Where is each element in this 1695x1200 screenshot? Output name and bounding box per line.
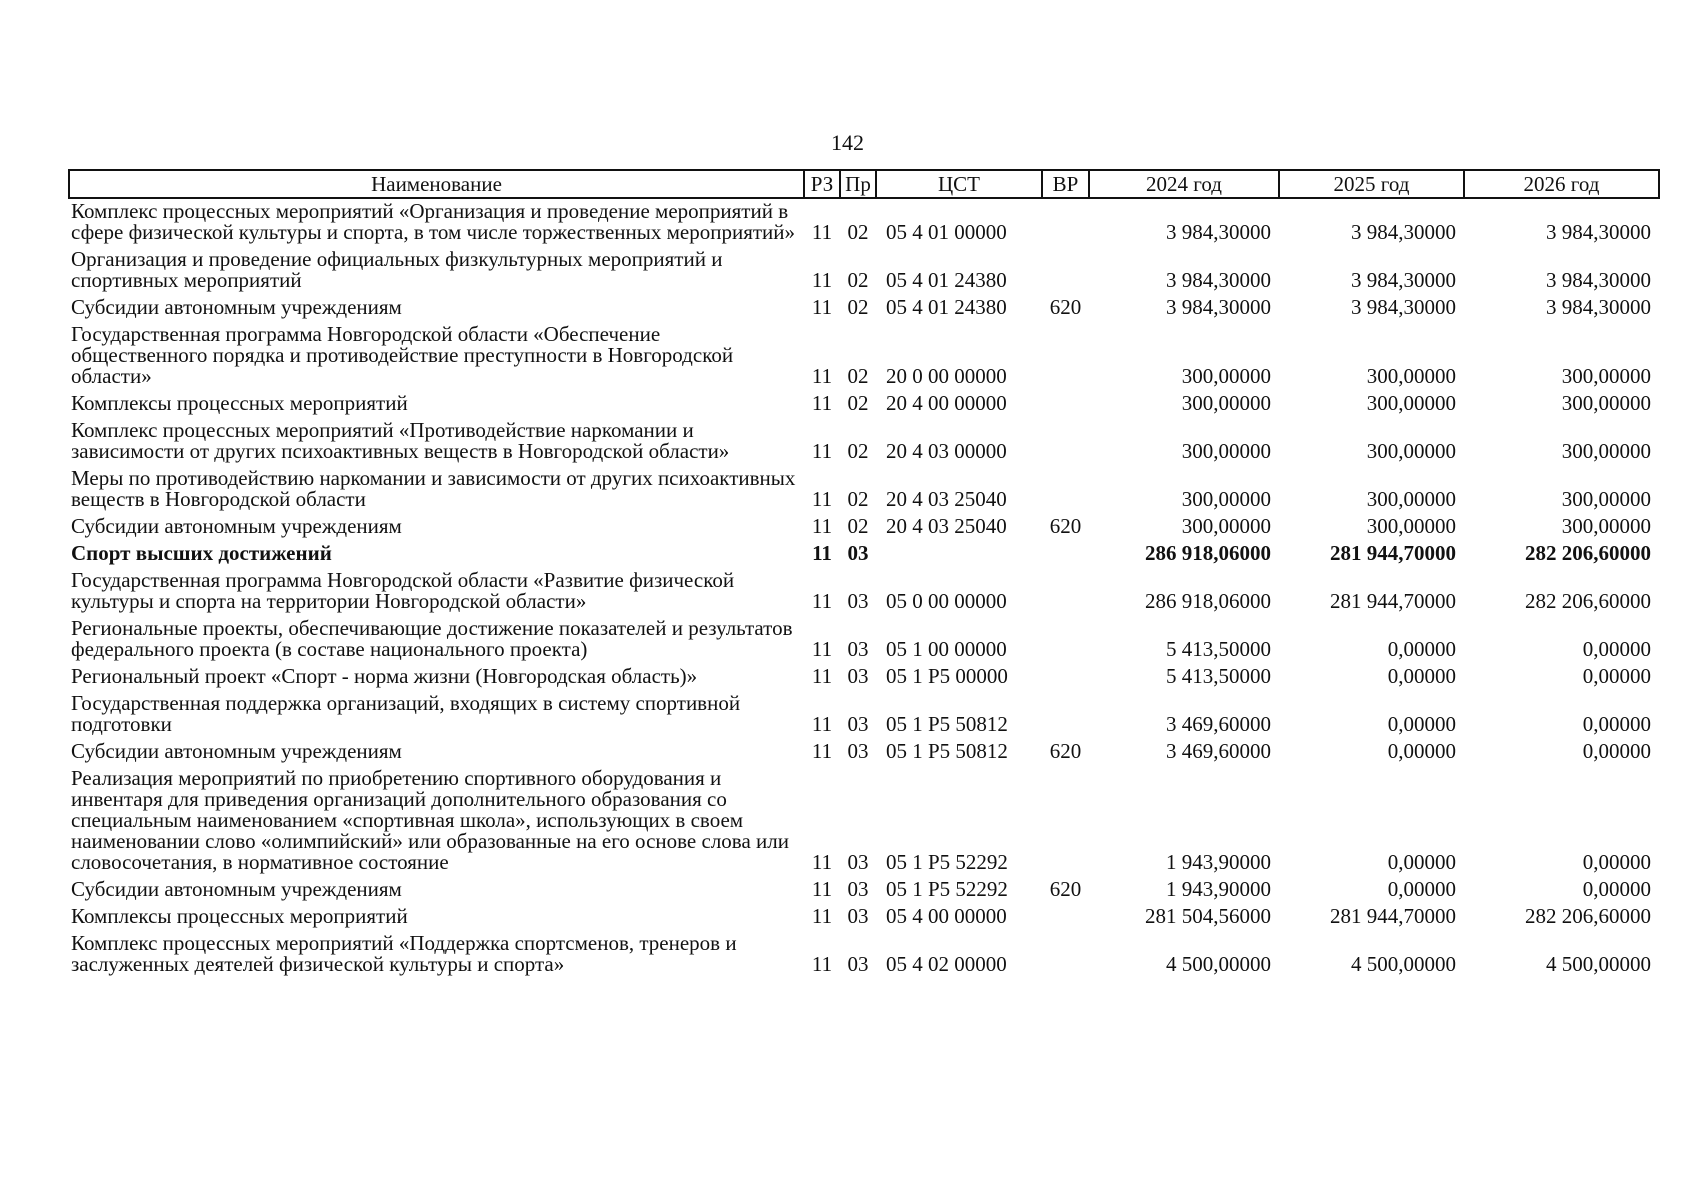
row-rz: 11	[811, 589, 833, 613]
row-cst: 20 4 00 00000	[886, 391, 1007, 415]
row-vr	[1042, 616, 1089, 664]
row-rz: 11	[811, 439, 833, 463]
row-value-2025: 281 944,70000	[1330, 541, 1456, 565]
header-pr: Пр	[840, 170, 876, 198]
row-value-2026: 282 206,60000	[1525, 541, 1651, 565]
row-vr	[1042, 904, 1089, 931]
row-pr: 02	[847, 439, 869, 463]
row-rz: 11	[811, 220, 833, 244]
row-value-2026: 0,00000	[1582, 637, 1651, 661]
row-value-2024: 3 984,30000	[1166, 268, 1271, 292]
table-row	[69, 904, 1659, 931]
row-rz: 11	[811, 391, 833, 415]
row-cst: 05 1 00 00000	[886, 637, 1007, 661]
row-value-2024: 281 504,56000	[1145, 904, 1271, 928]
row-value-2024: 300,00000	[1181, 487, 1271, 511]
table-row	[69, 739, 1659, 766]
row-rz: 11	[811, 487, 833, 511]
row-cst: 05 4 01 00000	[886, 220, 1007, 244]
row-value-2025: 0,00000	[1387, 637, 1456, 661]
row-pr: 02	[847, 487, 869, 511]
table-row	[69, 295, 1659, 322]
row-value-2026: 0,00000	[1582, 877, 1651, 901]
row-rz: 11	[811, 739, 833, 763]
row-cst: 20 4 03 25040	[886, 487, 1007, 511]
row-value-2026: 300,00000	[1561, 514, 1651, 538]
row-value-2026: 300,00000	[1561, 487, 1651, 511]
row-value-2025: 0,00000	[1387, 739, 1456, 763]
row-name: Субсидии автономным учреждениям	[71, 295, 402, 319]
row-pr: 03	[847, 952, 869, 976]
row-pr: 02	[847, 364, 869, 388]
row-value-2024: 5 413,50000	[1166, 664, 1271, 688]
row-rz: 11	[811, 850, 833, 874]
table-row	[69, 514, 1659, 541]
row-vr	[1042, 391, 1089, 418]
row-value-2025: 0,00000	[1387, 850, 1456, 874]
row-cst: 20 4 03 25040	[886, 514, 1007, 538]
header-2024: 2024 год	[1089, 170, 1279, 198]
row-vr	[1042, 568, 1089, 616]
row-rz: 11	[811, 514, 833, 538]
table-row	[69, 766, 1659, 877]
row-value-2026: 0,00000	[1582, 850, 1651, 874]
row-name: Субсидии автономным учреждениям	[71, 514, 402, 538]
row-name: Комплекс процессных мероприятий «Организация и проведение мероприятий в сфере физической культуры и спорта, в том числе торжественных мероприятий»	[71, 199, 796, 244]
row-value-2026: 3 984,30000	[1546, 295, 1651, 319]
row-rz: 11	[811, 952, 833, 976]
row-pr: 03	[847, 739, 869, 763]
row-vr	[1042, 766, 1089, 877]
row-value-2026: 3 984,30000	[1546, 268, 1651, 292]
row-value-2024: 3 469,60000	[1166, 739, 1271, 763]
header-name: Наименование	[69, 170, 804, 198]
row-value-2025: 0,00000	[1387, 664, 1456, 688]
row-vr	[1042, 322, 1089, 391]
row-name: Государственная поддержка организаций, входящих в систему спортивной подготовки	[71, 691, 741, 736]
row-value-2026: 0,00000	[1582, 664, 1651, 688]
row-value-2025: 3 984,30000	[1351, 295, 1456, 319]
row-pr: 02	[847, 514, 869, 538]
row-vr	[1042, 418, 1089, 466]
row-value-2024: 300,00000	[1181, 439, 1271, 463]
row-name: Меры по противодействию наркомании и зависимости от других психоактивных веществ в Новгородской области	[71, 466, 796, 511]
row-value-2025: 0,00000	[1387, 712, 1456, 736]
row-name: Комплекс процессных мероприятий «Противодействие наркомании и зависимости от других психоактивных веществ в Новгородской области»	[71, 418, 730, 463]
row-name: Региональные проекты, обеспечивающие достижение показателей и результатов федерального проекта (в составе национального проекта)	[71, 616, 793, 661]
row-value-2026: 0,00000	[1582, 739, 1651, 763]
row-rz: 11	[812, 541, 832, 565]
row-vr	[1042, 198, 1089, 247]
row-cst	[876, 541, 1042, 568]
row-cst: 05 4 01 24380	[886, 295, 1007, 319]
row-value-2024: 1 943,90000	[1166, 850, 1271, 874]
table-row	[69, 198, 1659, 247]
row-value-2026: 300,00000	[1561, 364, 1651, 388]
row-value-2024: 300,00000	[1181, 391, 1271, 415]
header-vr: ВР	[1042, 170, 1089, 198]
row-value-2025: 3 984,30000	[1351, 220, 1456, 244]
row-value-2025: 300,00000	[1366, 364, 1456, 388]
row-value-2025: 300,00000	[1366, 439, 1456, 463]
row-vr	[1042, 931, 1089, 979]
row-vr	[1042, 247, 1089, 295]
table-row	[69, 391, 1659, 418]
row-rz: 11	[811, 364, 833, 388]
row-value-2024: 286 918,06000	[1145, 541, 1271, 565]
table-row	[69, 541, 1659, 568]
table-row	[69, 877, 1659, 904]
row-value-2025: 300,00000	[1366, 514, 1456, 538]
row-value-2024: 1 943,90000	[1166, 877, 1271, 901]
row-pr: 03	[847, 850, 869, 874]
row-value-2026: 282 206,60000	[1525, 904, 1651, 928]
budget-table	[68, 169, 1660, 979]
header-rz: РЗ	[804, 170, 840, 198]
header-2026: 2026 год	[1464, 170, 1659, 198]
row-value-2025: 281 944,70000	[1330, 904, 1456, 928]
table-row	[69, 691, 1659, 739]
row-value-2025: 4 500,00000	[1351, 952, 1456, 976]
row-cst: 05 4 02 00000	[886, 952, 1007, 976]
row-name: Комплексы процессных мероприятий	[71, 904, 408, 928]
row-vr: 620	[1049, 514, 1082, 538]
page-number: 142	[831, 130, 864, 155]
row-value-2024: 3 984,30000	[1166, 220, 1271, 244]
row-cst: 05 1 P5 50812	[886, 712, 1008, 736]
table-row	[69, 568, 1659, 616]
row-vr: 620	[1049, 295, 1082, 319]
row-name: Реализация мероприятий по приобретению спортивного оборудования и инвентаря для приведения организаций дополнительного образования со специальным наименованием «спортивная школа», использующих в своем наименовании слово «олимпийский» или образованные на его основе слова или словосочетания, в нормативное состояние	[71, 766, 789, 874]
row-value-2024: 3 469,60000	[1166, 712, 1271, 736]
row-name: Комплексы процессных мероприятий	[71, 391, 408, 415]
row-name: Государственная программа Новгородской области «Обеспечение общественного порядка и противодействие преступности в Новгородской области»	[71, 322, 734, 388]
row-vr	[1042, 541, 1089, 568]
row-pr: 02	[847, 295, 869, 319]
row-value-2025: 0,00000	[1387, 877, 1456, 901]
row-name: Спорт высших достижений	[71, 541, 332, 565]
table-row	[69, 616, 1659, 664]
table-row	[69, 322, 1659, 391]
row-vr	[1042, 691, 1089, 739]
row-rz: 11	[811, 877, 833, 901]
row-value-2024: 3 984,30000	[1166, 295, 1271, 319]
table-row	[69, 931, 1659, 979]
row-cst: 20 4 03 00000	[886, 439, 1007, 463]
row-vr: 620	[1049, 877, 1082, 901]
row-vr: 620	[1049, 739, 1082, 763]
row-value-2024: 4 500,00000	[1166, 952, 1271, 976]
row-pr: 03	[847, 589, 869, 613]
header-cst: ЦСТ	[876, 170, 1042, 198]
row-value-2025: 300,00000	[1366, 391, 1456, 415]
row-value-2024: 286 918,06000	[1145, 589, 1271, 613]
row-rz: 11	[811, 295, 833, 319]
row-value-2026: 4 500,00000	[1546, 952, 1651, 976]
row-value-2026: 300,00000	[1561, 391, 1651, 415]
row-value-2026: 0,00000	[1582, 712, 1651, 736]
row-value-2026: 282 206,60000	[1525, 589, 1651, 613]
table-row	[69, 247, 1659, 295]
row-cst: 05 4 01 24380	[886, 268, 1007, 292]
row-cst: 20 0 00 00000	[886, 364, 1007, 388]
row-rz: 11	[811, 268, 833, 292]
row-vr	[1042, 664, 1089, 691]
row-name: Субсидии автономным учреждениям	[71, 739, 402, 763]
row-pr: 03	[847, 877, 869, 901]
row-value-2025: 281 944,70000	[1330, 589, 1456, 613]
table-row	[69, 466, 1659, 514]
row-value-2025: 3 984,30000	[1351, 268, 1456, 292]
row-pr: 03	[847, 541, 869, 565]
row-vr	[1042, 466, 1089, 514]
table-header-row	[69, 170, 1659, 198]
row-rz: 11	[811, 637, 833, 661]
row-pr: 03	[847, 664, 869, 688]
row-value-2024: 300,00000	[1181, 514, 1271, 538]
row-pr: 02	[847, 220, 869, 244]
row-cst: 05 1 P5 50812	[886, 739, 1008, 763]
row-value-2026: 300,00000	[1561, 439, 1651, 463]
row-name: Субсидии автономным учреждениям	[71, 877, 402, 901]
row-cst: 05 4 00 00000	[886, 904, 1007, 928]
row-cst: 05 1 P5 00000	[886, 664, 1008, 688]
row-pr: 02	[847, 391, 869, 415]
header-2025: 2025 год	[1279, 170, 1464, 198]
row-rz: 11	[811, 664, 833, 688]
row-rz: 11	[811, 712, 833, 736]
row-name: Комплекс процессных мероприятий «Поддержка спортсменов, тренеров и заслуженных деятелей физической культуры и спорта»	[71, 931, 737, 976]
row-cst: 05 1 P5 52292	[886, 877, 1008, 901]
table-row	[69, 664, 1659, 691]
row-pr: 03	[847, 637, 869, 661]
row-value-2025: 300,00000	[1366, 487, 1456, 511]
row-value-2024: 5 413,50000	[1166, 637, 1271, 661]
table-body	[69, 198, 1659, 979]
row-cst: 05 0 00 00000	[886, 589, 1007, 613]
row-pr: 02	[847, 268, 869, 292]
row-name: Региональный проект «Спорт - норма жизни (Новгородская область)»	[71, 664, 698, 688]
row-name: Государственная программа Новгородской области «Развитие физической культуры и спорта на территории Новгородской области»	[71, 568, 735, 613]
row-value-2026: 3 984,30000	[1546, 220, 1651, 244]
row-value-2024: 300,00000	[1181, 364, 1271, 388]
table-row	[69, 418, 1659, 466]
row-cst: 05 1 P5 52292	[886, 850, 1008, 874]
row-pr: 03	[847, 904, 869, 928]
row-name: Организация и проведение официальных физкультурных мероприятий и спортивных мероприятий	[71, 247, 723, 292]
row-rz: 11	[811, 904, 833, 928]
row-pr: 03	[847, 712, 869, 736]
